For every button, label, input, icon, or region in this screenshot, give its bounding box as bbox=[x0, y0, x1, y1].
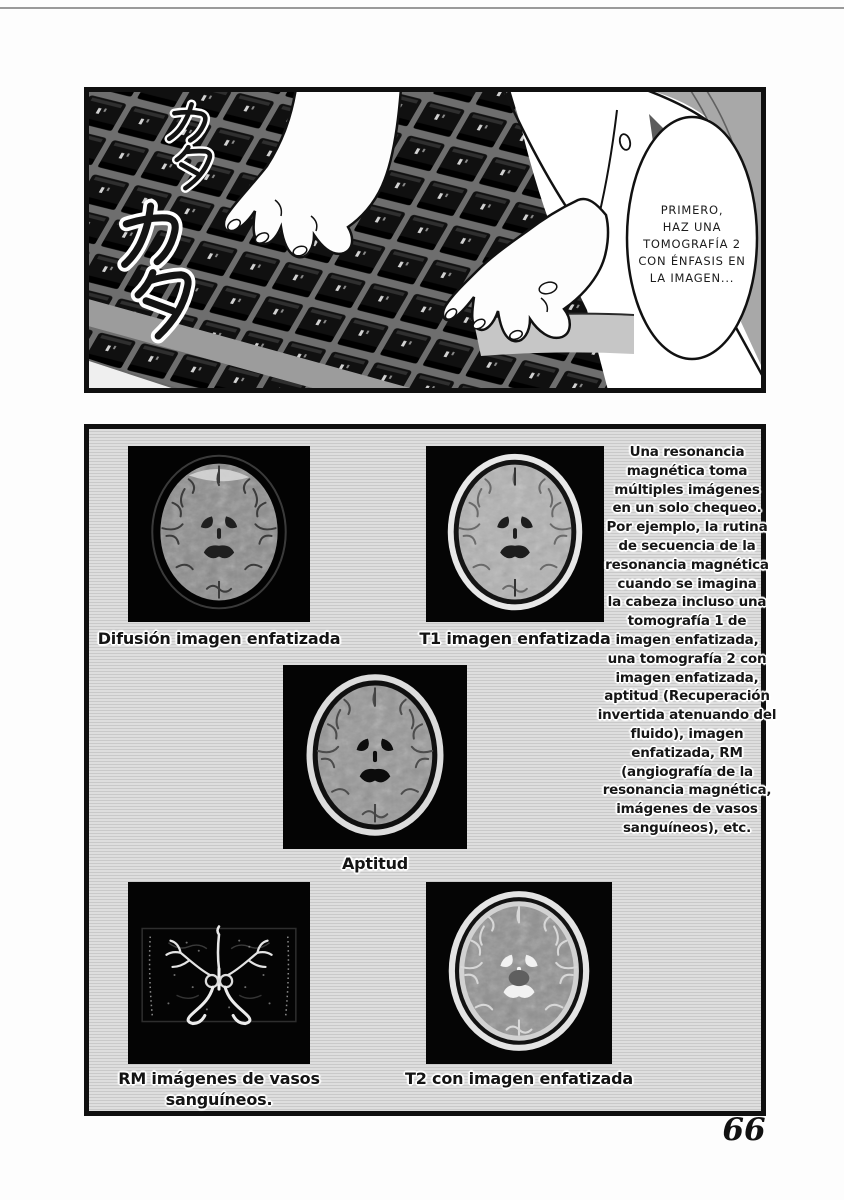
bottom-panel bbox=[84, 424, 777, 1116]
caption-aptitud: Aptitud bbox=[341, 854, 409, 873]
explanation-line: (angiografía de la bbox=[621, 763, 753, 780]
mri-flair-image bbox=[283, 665, 467, 849]
explanation-line: magnética toma bbox=[626, 462, 748, 479]
mri-difusion-image bbox=[128, 446, 310, 622]
caption-t2: T2 con imagen enfatizada bbox=[405, 1069, 633, 1088]
explanation-line: imagen enfatizada, bbox=[615, 669, 759, 686]
explanation-text bbox=[588, 443, 786, 838]
speech-line: HAZ UNA bbox=[662, 220, 722, 234]
explanation-line: aptitud (Recuperación bbox=[604, 688, 770, 705]
top-panel bbox=[84, 87, 766, 393]
explanation-line: Una resonancia bbox=[629, 444, 745, 460]
keyboard-scene-art bbox=[89, 92, 761, 388]
explanation-line: imagen enfatizada, bbox=[615, 631, 759, 648]
explanation-line: la cabeza incluso una bbox=[607, 594, 767, 611]
explanation-line: imágenes de vasos bbox=[616, 801, 758, 818]
explanation-line: tomografía 1 de bbox=[627, 613, 747, 630]
caption-t1: T1 imagen enfatizada bbox=[419, 629, 611, 648]
speech-line: LA IMAGEN... bbox=[649, 271, 735, 285]
speech-line: TOMOGRAFÍA 2 bbox=[643, 237, 741, 251]
explanation-line: cuando se imagina bbox=[617, 575, 757, 592]
explanation-line: resonancia magnética bbox=[605, 556, 769, 573]
mra-vessels-image bbox=[128, 882, 310, 1064]
explanation-line: enfatizada, RM bbox=[631, 744, 743, 761]
explanation-line: fluido), imagen bbox=[630, 725, 744, 742]
scan-t1 bbox=[426, 446, 604, 622]
explanation-line: invertida atenuando del bbox=[597, 707, 777, 724]
scan-aptitud bbox=[283, 665, 467, 849]
explanation-line: de secuencia de la bbox=[618, 537, 756, 554]
explanation-line: en un solo chequeo. bbox=[612, 500, 762, 517]
caption-difusion: Difusión imagen enfatizada bbox=[97, 629, 341, 648]
speech-line: CON ÉNFASIS EN bbox=[638, 254, 746, 268]
explanation-line: Por ejemplo, la rutina bbox=[606, 519, 768, 536]
page-number: 66 bbox=[722, 1112, 766, 1148]
explanation-line: una tomografía 2 con bbox=[607, 650, 767, 667]
mri-t1-image bbox=[426, 446, 604, 622]
explanation-line: sanguíneos), etc. bbox=[622, 819, 752, 836]
scan-rm-vasos bbox=[128, 882, 310, 1064]
speech-line: PRIMERO, bbox=[660, 203, 724, 217]
mri-t2-image bbox=[426, 882, 612, 1064]
caption-rm-vasos: RM imágenes de vasos sanguíneos. bbox=[118, 1069, 320, 1109]
scan-difusion bbox=[128, 446, 310, 622]
explanation-line: resonancia magnética, bbox=[602, 782, 772, 799]
page-edge-line bbox=[0, 7, 844, 9]
scan-t2 bbox=[426, 882, 612, 1064]
explanation-line: múltiples imágenes bbox=[614, 481, 760, 498]
